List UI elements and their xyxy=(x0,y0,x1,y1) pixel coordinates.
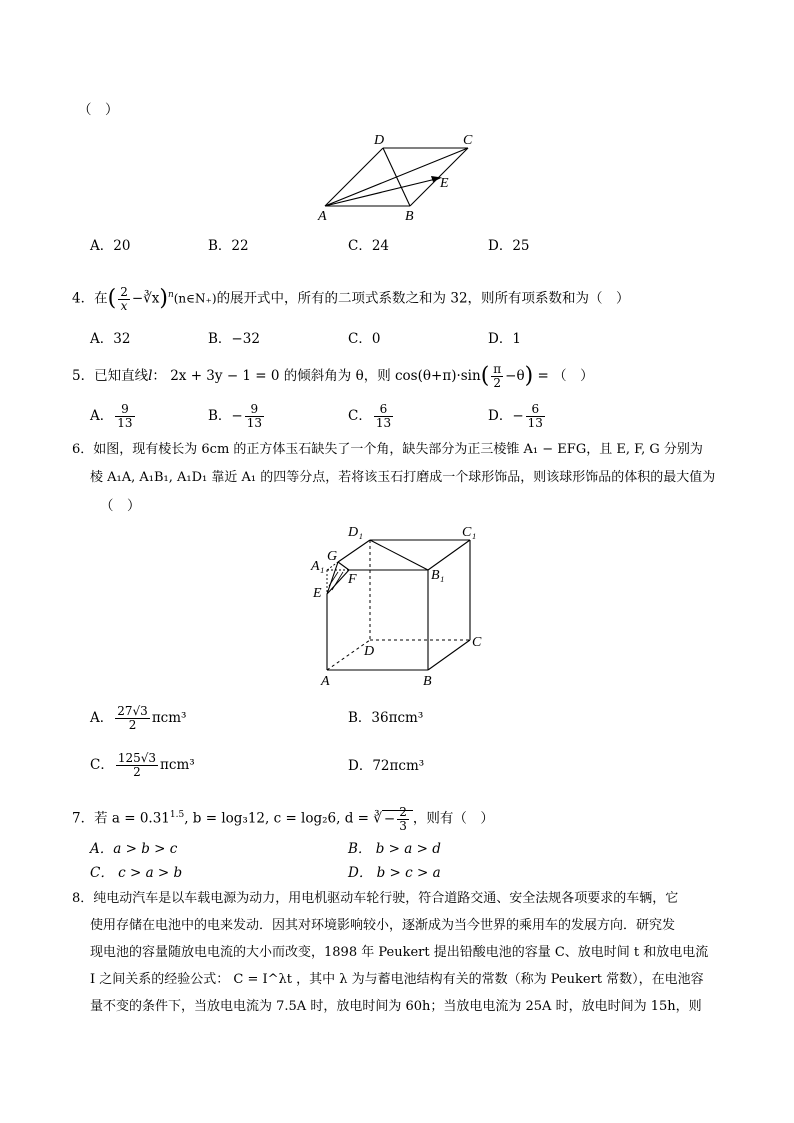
q6-option-c-label: C． xyxy=(90,757,114,773)
fig6-label-b1: B₁ xyxy=(431,568,445,583)
q4-cond: (n∈N₊) xyxy=(173,291,217,306)
q6-option-a xyxy=(90,703,186,733)
fig6-label-c1: C₁ xyxy=(462,525,477,540)
q6-option-a-num: 27√3 xyxy=(117,704,148,718)
q7-exp: 1.5 xyxy=(169,810,185,820)
q5-option-b-den: 13 xyxy=(246,416,263,430)
q5-option-d-den: 13 xyxy=(527,416,543,430)
fig6-label-d1: D₁ xyxy=(348,525,363,540)
fig3-label-c: C xyxy=(463,133,473,148)
q6-line-2: 棱 A₁A, A₁B₁, A₁D₁ 靠近 A₁ 的四等分点，若将该玉石打磨成一个球形饰品，则该球形饰品的体积的最大值为 xyxy=(90,470,716,485)
q6-option-c-num: 125√3 xyxy=(117,751,157,765)
fig3-label-d: D xyxy=(374,133,385,148)
q5-text-a: 5．已知直线 xyxy=(72,368,149,384)
q4-option-c: C．0 xyxy=(348,331,381,347)
q5-line-l: l xyxy=(148,368,153,384)
fig3-label-a: A xyxy=(318,209,327,224)
q4-stem: 4．在( $\frac{2}{x}$ −∛x)$^n$(n∈N₊)的展开式中，所有的二项式系数之和为 32，则所有项系数和为（ ） xyxy=(72,284,630,313)
q5-option-c-den: 13 xyxy=(375,416,392,430)
q5-option-c-num: 6 xyxy=(374,403,393,417)
q4-frac-num: 2 xyxy=(120,284,128,299)
q3-option-d: D．25 xyxy=(488,238,530,254)
fig6-label-a1: A₁ xyxy=(311,559,325,574)
fig3-label-e: E xyxy=(440,176,449,191)
q3-option-b: B．22 xyxy=(208,238,249,254)
q8-line-1: 8．纯电动汽车是以车载电源为动力，用电机驱动车轮行驶，符合道路交通、安全法规各项要求的车辆，它 xyxy=(72,891,679,906)
q3-option-c: C．24 xyxy=(348,238,390,254)
q6-option-c-den: 2 xyxy=(133,765,141,779)
q5-text-b: ： 2x + 3y − 1 = 0 的倾斜角为 θ，则 cos(θ+π)·sin xyxy=(152,368,481,384)
q7-frac-num: 2 xyxy=(399,804,407,819)
q6-option-d xyxy=(348,756,424,776)
q5-option-a-den: 13 xyxy=(117,416,133,430)
fig6-label-f: F xyxy=(348,572,357,587)
q5-option-c-label: C． xyxy=(348,408,372,424)
q6-line-3: （ ） xyxy=(100,498,141,514)
q5-paren-num: π xyxy=(493,362,502,376)
fig6-label-c: C xyxy=(472,635,482,650)
q6-option-d-label: D． xyxy=(348,758,373,774)
q5-stem: 5．已知直线l： 2x + 3y − 1 = 0 的倾斜角为 θ，则 cos(θ+π)·sin( $\frac{\pi}{2}$ −θ) = （ ） xyxy=(72,362,594,390)
q4-option-a: A．32 xyxy=(90,331,131,347)
q4-text: 的展开式中，所有的二项式系数之和为 32，则所有项系数和为（ ） xyxy=(216,290,630,307)
q5-option-d-num: 6 xyxy=(526,403,545,417)
q4-exp: n xyxy=(167,290,174,300)
q4-root: −∛x xyxy=(131,290,160,307)
q5-paren-tail: −θ xyxy=(505,368,525,384)
q6-option-a-den: 2 xyxy=(128,718,137,732)
q7-option-a: A．a > b > c xyxy=(90,841,178,857)
q5-option-a-label: A． xyxy=(90,408,114,424)
q7-option-b: B． b > a > d xyxy=(348,841,441,857)
fig6-label-a: A xyxy=(321,674,330,689)
q5-option-b-sign: − xyxy=(231,408,243,424)
q6-option-c xyxy=(90,750,195,780)
q7-text-c: ，则有（ ） xyxy=(412,810,494,827)
q4-frac-den: x xyxy=(120,298,128,313)
q7-text-a: 7．若 a = 0.31 xyxy=(72,810,170,827)
q7-stem xyxy=(72,800,494,834)
q8-line-3: 现电池的容量随放电电流的大小而改变，1898 年 Peukert 提出铅酸电池的容量 C、放电时间 t 和放电电流 xyxy=(90,945,709,960)
q5-paren-den: 2 xyxy=(493,376,502,390)
q6-option-d-text: 72πcm³ xyxy=(372,758,425,774)
q7-frac-sign: − xyxy=(383,810,396,827)
q5-option-a-num: 9 xyxy=(115,403,134,417)
q6-line-1: 6．如图，现有棱长为 6cm 的正方体玉石缺失了一个角，缺失部分为正三棱锥 A₁ − EFG，且 E, F, G 分别为 xyxy=(72,442,703,457)
q6-option-b-text: 36πcm³ xyxy=(371,710,424,726)
q6-option-b-label: B． xyxy=(348,710,372,726)
q4-option-b: B．−32 xyxy=(208,331,260,347)
q8-line-2: 使用存储在电池中的电来发动．因其对环境影响较小，逐渐成为当今世界的乘用车的发展方向．研究发 xyxy=(90,918,676,933)
q4-num: 4．在 xyxy=(72,290,108,307)
q6-option-a-label: A． xyxy=(90,710,114,726)
fig6-label-b: B xyxy=(423,674,432,689)
q7-option-c: C． c > a > b xyxy=(90,865,183,881)
q8-line-5: 量不变的条件下，当放电电流为 7.5A 时，放电时间为 60h；当放电电流为 25A 时，放电时间为 15h，则 xyxy=(90,999,702,1014)
q6-option-a-tail: πcm³ xyxy=(151,710,187,726)
fig6-label-e: E xyxy=(313,586,322,601)
q5-text-c: = （ ） xyxy=(537,368,594,384)
q4-option-d: D．1 xyxy=(488,331,521,347)
q5-option-b-label: B． xyxy=(208,408,232,424)
q5-option-b-num: 9 xyxy=(245,403,264,417)
fig6-label-d: D xyxy=(364,644,375,659)
q3-bracket: （ ） xyxy=(78,102,119,118)
q5-option-d-label: D． xyxy=(488,408,513,424)
q8-line-4: I 之间关系的经验公式： C = I^λt ，其中 λ 为与蓄电池结构有关的常数（称为 Peukert 常数），在电池容 xyxy=(90,972,704,987)
q7-option-d: D． b > c > a xyxy=(348,865,441,881)
q6-option-c-tail: πcm³ xyxy=(160,757,195,773)
q5-option-d-sign: − xyxy=(512,408,524,424)
q6-option-b xyxy=(348,708,423,728)
fig3-label-b: B xyxy=(405,209,414,224)
fig6-label-g: G xyxy=(327,549,338,564)
q7-text-b: , b = log₃12, c = log₂6, d = ∛ xyxy=(184,810,382,827)
q7-frac-den: 3 xyxy=(399,818,407,833)
q3-option-a: A．20 xyxy=(90,238,131,254)
